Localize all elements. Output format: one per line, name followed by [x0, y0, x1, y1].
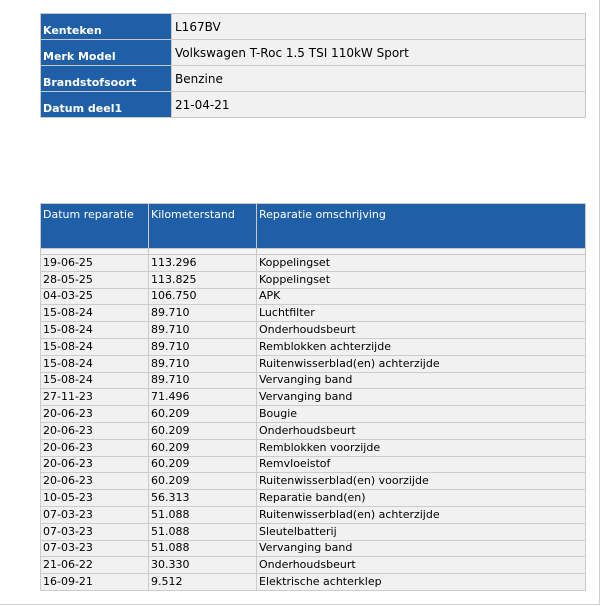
repair-mileage-cell: 56.313: [149, 490, 257, 507]
repair-description-cell: Vervanging band: [257, 389, 586, 406]
repair-description-cell: Remvloeistof: [257, 456, 586, 473]
repair-description-cell: Elektrische achterklep: [257, 574, 586, 591]
repair-mileage-cell: 60.209: [149, 473, 257, 490]
repair-date-cell: 19-06-25: [41, 255, 149, 272]
repair-description-cell: Bougie: [257, 406, 586, 423]
repair-description-cell: Onderhoudsbeurt: [257, 557, 586, 574]
vehicle-info-value: Benzine: [172, 66, 586, 92]
repair-description-cell: Remblokken achterzijde: [257, 338, 586, 355]
repair-date-cell: 10-05-23: [41, 490, 149, 507]
table-row: [41, 255, 586, 272]
repair-description-cell: Reparatie band(en): [257, 490, 586, 507]
repair-description-cell: Onderhoudsbeurt: [257, 322, 586, 339]
repair-date-cell: 15-08-24: [41, 338, 149, 355]
repair-description-cell: Remblokken voorzijde: [257, 439, 586, 456]
table-row: [41, 271, 586, 288]
repair-description-cell: Vervanging band: [257, 540, 586, 557]
repair-date-cell: 20-06-23: [41, 456, 149, 473]
repair-date-cell: 07-03-23: [41, 523, 149, 540]
header-reparatie-omschrijving: Reparatie omschrijving: [257, 204, 586, 249]
repair-description-cell: Koppelingset: [257, 255, 586, 272]
vehicle-info-row: [41, 66, 586, 92]
table-row: [41, 305, 586, 322]
repair-date-cell: 15-08-24: [41, 322, 149, 339]
vehicle-info-row: [41, 14, 586, 40]
table-row: [41, 439, 586, 456]
table-row: [41, 389, 586, 406]
repair-mileage-cell: 106.750: [149, 288, 257, 305]
repair-description-cell: Vervanging band: [257, 372, 586, 389]
table-row: [41, 490, 586, 507]
repair-mileage-cell: 51.088: [149, 523, 257, 540]
vehicle-info-row: [41, 92, 586, 118]
table-row: [41, 574, 586, 591]
repair-mileage-cell: 89.710: [149, 338, 257, 355]
table-row: [41, 473, 586, 490]
repair-date-cell: 15-08-24: [41, 372, 149, 389]
repair-date-cell: 28-05-25: [41, 271, 149, 288]
repair-date-cell: 16-09-21: [41, 574, 149, 591]
repair-date-cell: 04-03-25: [41, 288, 149, 305]
repair-date-cell: 20-06-23: [41, 406, 149, 423]
repair-mileage-cell: 51.088: [149, 506, 257, 523]
table-row: [41, 288, 586, 305]
header-kilometerstand: Kilometerstand: [149, 204, 257, 249]
table-row: [41, 372, 586, 389]
repair-mileage-cell: 89.710: [149, 305, 257, 322]
table-row: [41, 422, 586, 439]
repair-history-table: [40, 203, 586, 591]
repair-header-row: [41, 204, 586, 249]
vehicle-info-value: Volkswagen T-Roc 1.5 TSI 110kW Sport: [172, 40, 586, 66]
repair-mileage-cell: 30.330: [149, 557, 257, 574]
table-row: [41, 557, 586, 574]
repair-date-cell: 07-03-23: [41, 540, 149, 557]
repair-date-cell: 21-06-22: [41, 557, 149, 574]
table-row: [41, 338, 586, 355]
vehicle-info-label: Kenteken: [41, 14, 172, 40]
vehicle-info-value: L167BV: [172, 14, 586, 40]
repair-mileage-cell: 89.710: [149, 355, 257, 372]
table-row: [41, 506, 586, 523]
repair-description-cell: Ruitenwisserblad(en) achterzijde: [257, 355, 586, 372]
repair-description-cell: Onderhoudsbeurt: [257, 422, 586, 439]
table-row: [41, 355, 586, 372]
repair-mileage-cell: 89.710: [149, 372, 257, 389]
vehicle-info-label: Datum deel1: [41, 92, 172, 118]
vehicle-info-table: [40, 13, 586, 118]
repair-mileage-cell: 9.512: [149, 574, 257, 591]
repair-mileage-cell: 51.088: [149, 540, 257, 557]
repair-description-cell: Luchtfilter: [257, 305, 586, 322]
repair-mileage-cell: 113.825: [149, 271, 257, 288]
repair-description-cell: Ruitenwisserblad(en) achterzijde: [257, 506, 586, 523]
vehicle-info-label: Merk Model: [41, 40, 172, 66]
repair-mileage-cell: 60.209: [149, 422, 257, 439]
table-row: [41, 322, 586, 339]
table-row: [41, 456, 586, 473]
repair-description-cell: Sleutelbatterij: [257, 523, 586, 540]
repair-mileage-cell: 60.209: [149, 406, 257, 423]
repair-date-cell: 15-08-24: [41, 305, 149, 322]
repair-date-cell: 20-06-23: [41, 422, 149, 439]
vehicle-info-row: [41, 40, 586, 66]
vehicle-info-label: Brandstofsoort: [41, 66, 172, 92]
vehicle-info-value: 21-04-21: [172, 92, 586, 118]
table-row: [41, 540, 586, 557]
repair-date-cell: 27-11-23: [41, 389, 149, 406]
repair-mileage-cell: 60.209: [149, 439, 257, 456]
header-datum-reparatie: Datum reparatie: [41, 204, 149, 249]
repair-description-cell: Koppelingset: [257, 271, 586, 288]
repair-mileage-cell: 89.710: [149, 322, 257, 339]
repair-description-cell: APK: [257, 288, 586, 305]
repair-date-cell: 07-03-23: [41, 506, 149, 523]
repair-mileage-cell: 60.209: [149, 456, 257, 473]
repair-description-cell: Ruitenwisserblad(en) voorzijde: [257, 473, 586, 490]
repair-date-cell: 20-06-23: [41, 473, 149, 490]
repair-mileage-cell: 71.496: [149, 389, 257, 406]
repair-mileage-cell: 113.296: [149, 255, 257, 272]
table-row: [41, 406, 586, 423]
repair-date-cell: 15-08-24: [41, 355, 149, 372]
repair-date-cell: 20-06-23: [41, 439, 149, 456]
table-row: [41, 523, 586, 540]
